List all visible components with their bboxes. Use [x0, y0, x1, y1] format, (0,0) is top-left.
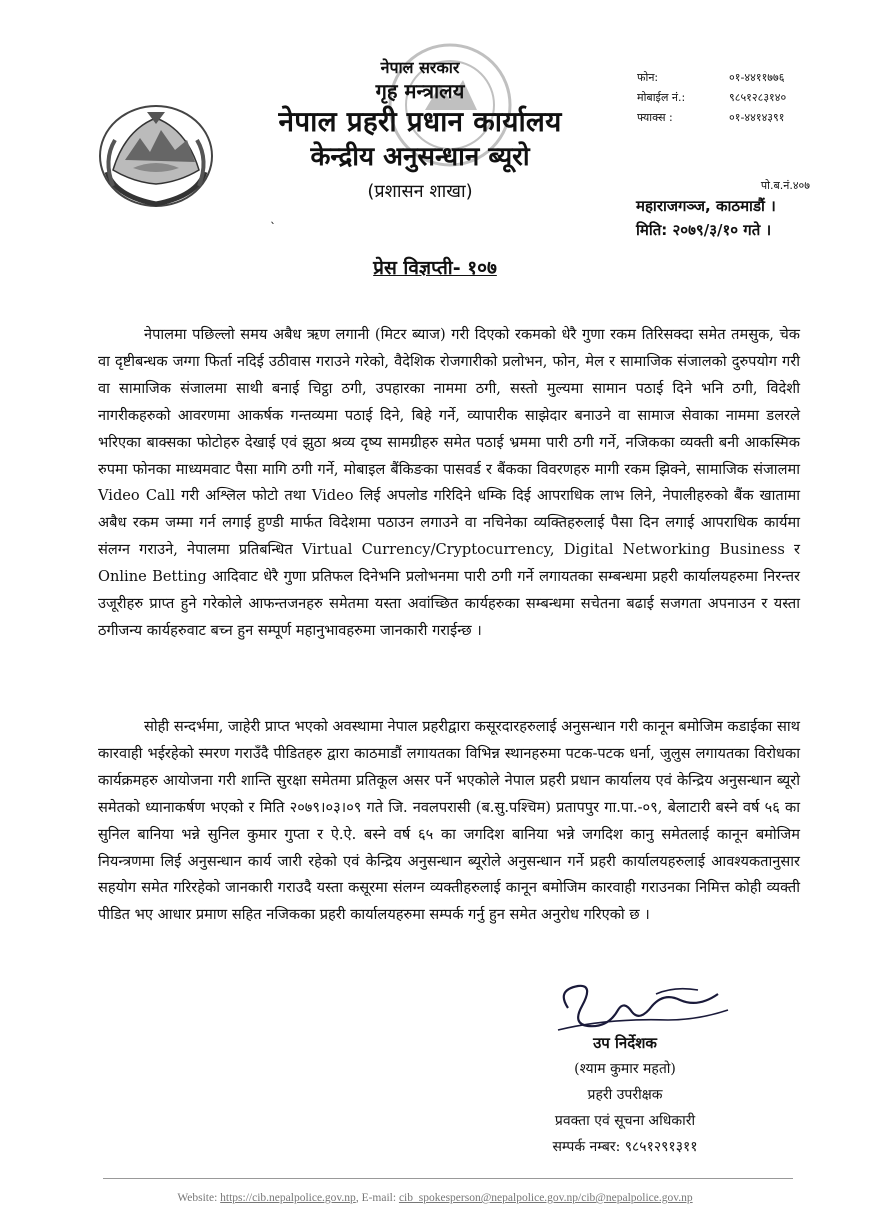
- office-name: नेपाल प्रहरी प्रधान कार्यालय: [278, 105, 562, 138]
- contact-row: [637, 68, 837, 88]
- contact-label: फोन:: [637, 71, 659, 84]
- contact-value: ०१-४४११७७६: [729, 71, 785, 84]
- footer: [0, 1192, 870, 1204]
- contact-info: [637, 68, 837, 128]
- signatory-title: उप निर्देशक: [593, 1034, 657, 1052]
- nepal-emblem-icon: [95, 100, 217, 212]
- stray-mark: ˎ: [270, 210, 276, 224]
- government-name: नेपाल सरकार: [380, 58, 460, 77]
- website-label: Website:: [177, 1192, 218, 1204]
- address-place: महाराजगञ्ज, काठमाडौं ।: [636, 197, 776, 215]
- signatory-role: प्रवक्ता एवं सूचना अधिकारी: [554, 1113, 696, 1129]
- issue-date: मिति: २०७९/३/१० गते ।: [636, 221, 772, 239]
- contact-row: [637, 88, 837, 108]
- po-box: पो.ब.नं.४०७: [760, 179, 810, 192]
- email-label: , E-mail:: [355, 1192, 397, 1204]
- address-block: [600, 178, 810, 242]
- website-link[interactable]: https://cib.nepalpolice.gov.np: [220, 1192, 356, 1204]
- signatory-name: (श्याम कुमार महतो): [574, 1061, 676, 1077]
- body-paragraph-2: सोही सन्दर्भमा, जाहेरी प्राप्त भएको अवस्थामा नेपाल प्रहरीद्वारा कसूरदारहरुलाई अनुसन्धान गरी कानून बमोजिम कडाईका साथ कारवाही भईरहेको स्मरण गराउँदै पीडितहरु द्वारा काठमाडौं लगायतका विभिन्न स्थानहरुमा पटक-पटक धर्ना, जुलुस लगायतका विरोधका कार्यक्रमहरु आयोजना गरी शान्ति सुरक्षा समेतमा प्रतिकूल असर पर्ने भएकोले नेपाल प्रहरी प्रधान कार्यालय एवं केन्द्रिय अनुसन्धान ब्यूरो समेतको ध्यानाकर्षण भएको र मिति २०७९।०३।०९ गते जि. नवलपरासी (ब.सु.पश्चिम) प्रतापपुर गा.पा.-०९, बेलाटारी बस्ने वर्ष ५६ का सुनिल बानिया भन्ने सुनिल कुमार गुप्ता र ऐ.ऐ. बस्ने वर्ष ६५ का जगदिश बानिया भन्ने जगदिश कानु समेतलाई कानून बमोजिम नियन्त्रणमा लिई अनुसन्धान कार्य जारी रहेको एवं केन्द्रिय अनुसन्धान ब्यूरोले अनुसन्धान गर्ने प्रहरी कार्यालयहरुलाई आवश्यकतानुसार सहयोग समेत गरिरहेको जानकारी गराउदै यस्ता कसूरमा संलग्न व्यक्तीहरुलाई कानून बमोजिम कारवाही गराउनका निमित्त कोही व्यक्ती पीडित भए आधार प्रमाण सहित नजिकका प्रहरी कार्यालयहरुमा सम्पर्क गर्नु हुन समेत अनुरोध गरिएको छ ।: [98, 718, 800, 924]
- body-paragraph-1: नेपालमा पछिल्लो समय अबैध ऋण लगानी (मिटर ब्याज) गरी दिएको रकमको धेरै गुणा रकम तिरिसक्दा समेत तमसुक, चेक वा दृष्टीबन्धक जग्गा फिर्ता नदिई उठीवास गराउने गरेको, वैदेशिक रोजगारीको प्रलोभन, फोन, मेल र सामाजिक संजालको दुरुपयोग गरी वा सामाजिक संजालमा साथी बनाई चिट्ठा ठगी, उपहारका नाममा ठगी, सस्तो मुल्यमा सामान पठाई दिने भनि ठगी, विदेशी नागरीकहरुको आवरणमा आकर्षक गन्तव्यमा पठाई दिने, बिहे गर्ने, व्यापारीक साझेदार बनाउने वा सामाज सेवाका नाममा डलरले भरिएका बाक्सका फोटोहरु देखाई एवं झुठा श्रव्य दृष्य सामग्रीहरु समेत पठाई भ्रममा पारी ठगी गर्ने, नजिकका व्यक्ती बनी आकस्मिक रुपमा फोनका माध्यमवाट पैसा मागि ठगी गर्ने, मोबाइल बैंकिङका पासवर्ड र बैंकका विवरणहरु मागी रकम झिक्ने, सामाजिक संजालमा Video Call गरी अश्लिल फोटो तथा Video लिई अपलोड गरिदिने धम्कि दिई आपराधिक लाभ लिने, नेपालीहरुको बैंक खातामा अबैध रकम जम्मा गर्न लगाई हुण्डी मार्फत विदेशमा पठाउन लगाउने वा नचिनेका व्यक्तिहरुलाई पैसा दिन लगाई आपराधिक कार्यमा संलग्न गराउने, नेपालमा प्रतिबन्धित Virtual Currency/Cryptocurrency, Digital Networking Business र Online Betting आदिवाट धेरै गुणा प्रतिफल दिनेभनि प्रलोभनमा पारी ठगी गर्ने लगायतका सम्बन्धमा प्रहरी कार्यालयहरुमा निरन्तर उजूरीहरु प्राप्त हुने गरेकोले आफन्तजनहरु समेतमा यस्ता अवांच्छित कार्यहरुका सम्बन्धमा सचेतना बढाई सजगता अपनाउन र यस्ता ठगीजन्य कार्यहरुवाट बच्न हुन सम्पूर्ण महानुभावहरुमा जानकारी गराईन्छ ।: [98, 326, 800, 639]
- letterhead: [230, 58, 610, 206]
- contact-value: ९८५१२८३१४०: [729, 91, 787, 104]
- contact-label: फ्याक्स :: [637, 111, 673, 124]
- branch-name: (प्रशासन शाखा): [367, 181, 473, 202]
- contact-row: [637, 108, 837, 128]
- bureau-name: केन्द्रीय अनुसन्धान ब्यूरो: [310, 142, 530, 172]
- contact-value: ०१-४४१४३९१: [729, 111, 785, 124]
- signatory-rank: प्रहरी उपरीक्षक: [587, 1087, 663, 1103]
- ministry-name: गृह मन्त्रालय: [375, 79, 465, 103]
- contact-label: मोबाईल नं.:: [637, 91, 686, 104]
- press-release-title: प्रेस विज्ञप्ती- १०७: [373, 257, 497, 279]
- signatory-block: [500, 1030, 750, 1160]
- signatory-contact: सम्पर्क नम्बर: ९८५१२९१३११: [552, 1139, 698, 1155]
- email-link[interactable]: cib_spokesperson@nepalpolice.gov.np/cib@nepalpolice.gov.np: [398, 1192, 693, 1204]
- footer-divider: [103, 1178, 793, 1179]
